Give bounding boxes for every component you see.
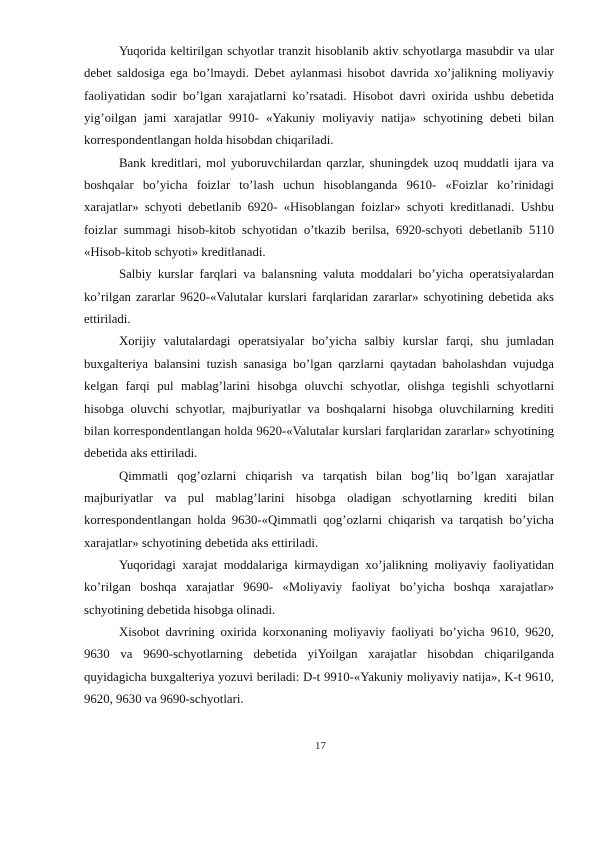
- paragraph: Yuqorida keltirilgan schyotlar tranzit hisoblanib aktiv schyotlarga masubdir va ular debet saldosiga ega bo’lmaydi. Debet aylanmasi hisobot davrida xo’jalikning moliyaviy faoliyatidan sodir bo’lgan xarajatlarni ko’rsatadi. Hisobot davri oxirida ushbu debetida yig’oilgan jami xarajatlar 9910- «Yakuniy moliyaviy natija» schyotining debeti bilan korrespondentlangan holda hisobdan chiqariladi.: [84, 44, 554, 148]
- page-number: 17: [315, 740, 326, 752]
- paragraph: Xorijiy valutalardagi operatsiyalar bo’yicha salbiy kurslar farqi, shu jumladan buxgalteriya balansini tuzish sanasiga bo’lgan qarzlarni qaytadan baholashdan vujudga kelgan farqi pul mablag’larini hisobga oluvchi schyotlar, olishga tegishli schyotlarni hisobga oluvchi schyotlar, majburiyatlar va boshqalarni hisobga oluvchilarning krediti bilan korrespondentlangan holda 9620-«Valutalar kurslari farqlaridan zararlar» schyotining debetida aks ettiriladi.: [84, 334, 554, 461]
- page-body: [84, 40, 554, 710]
- paragraph: Qimmatli qog’ozlarni chiqarish va tarqatish bilan bog’liq bo’lgan xarajatlar majburiyatlar va pul mablag’larini hisobga oladigan schyotlarning krediti bilan korrespondentlangan holda 9630-«Qimmatli qog’ozlarni chiqarish va tarqatish bo’yicha xarajatlar» schyotining debetida aks ettiriladi.: [84, 468, 554, 550]
- paragraph: Yuqoridagi xarajat moddalariga kirmaydigan xo’jalikning moliyaviy faoliyatidan ko’rilgan boshqa xarajatlar 9690- «Moliyaviy faoliyat bo’yicha boshqa xarajatlar» schyotining debetida hisobga olinadi.: [84, 557, 554, 617]
- paragraph: Bank kreditlari, mol yuboruvchilardan qarzlar, shuningdek uzoq muddatli ijara va boshqalar bo’yicha foizlar to’lash uchun hisoblanganda 9610- «Foizlar ko’rinidagi xarajatlar» schyoti debetlanib 6920- «Hisoblangan foizlar» schyoti kreditlanadi. Ushbu foizlar summagi hisob-kitob schyotidan o’tkazib berilsa, 6920-schyoti debetlanib 5110 «Hisob-kitob schyoti» kreditlanadi.: [84, 155, 554, 260]
- paragraph: Salbiy kurslar farqlari va balansning valuta moddalari bo’yicha operatsiyalardan ko’rilgan zararlar 9620-«Valutalar kurslari farqlaridan zararlar» schyotining debetida aks ettiriladi.: [84, 267, 554, 327]
- paragraph: Xisobot davrining oxirida korxonaning moliyaviy faoliyati bo’yicha 9610, 9620, 9630 va 9690-schyotlarning debetida yiYoilgan xarajatlar hisobdan chiqarilganda quyidagicha buxgalteriya yozuvi beriladi: D-t 9910-«Yakuniy moliyaviy natija», K-t 9610, 9620, 9630 va 9690-schyotlari.: [84, 624, 554, 706]
